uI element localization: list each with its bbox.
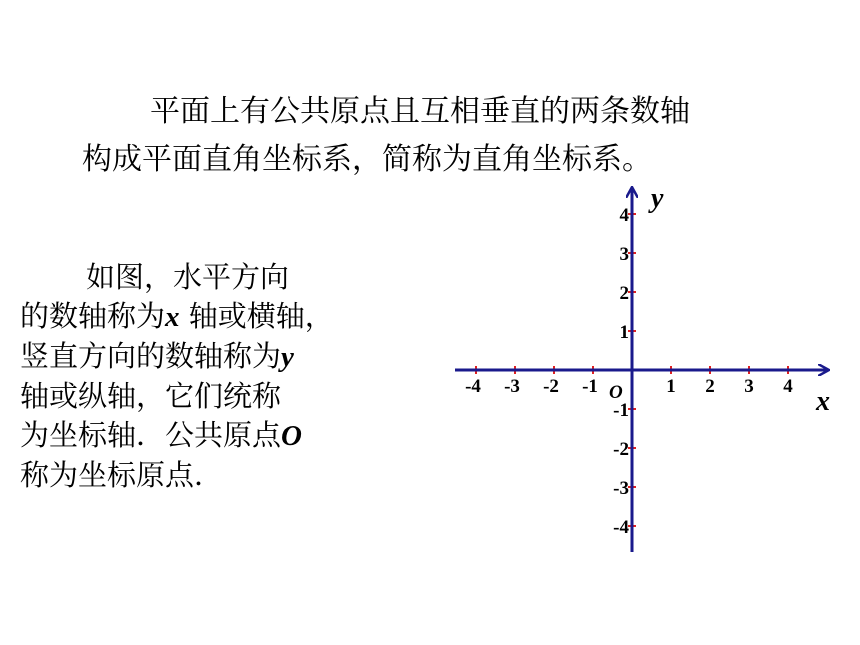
origin-label: O [609, 382, 623, 403]
desc-line-1: 如图，水平方向 [86, 260, 290, 294]
x-axis-label: x [816, 386, 830, 417]
y-tick-label: -4 [613, 517, 629, 538]
x-tick-label: -3 [504, 376, 520, 397]
x-tick-label: 2 [705, 376, 715, 397]
y-tick-label: -3 [613, 478, 629, 499]
desc-var-o: O [281, 420, 302, 452]
desc-line-5-pre: 为坐标轴．公共原点 [20, 418, 282, 452]
y-tick-label: 3 [619, 244, 629, 265]
desc-line-4: 轴或纵轴，它们统称 [20, 379, 282, 413]
x-tick-label: 4 [783, 376, 793, 397]
desc-line-6: 称为坐标原点． [20, 458, 224, 492]
y-tick-label: -2 [613, 439, 629, 460]
y-axis-label: y [651, 183, 664, 214]
x-tick-label: 3 [744, 376, 754, 397]
x-tick-label: -2 [543, 376, 559, 397]
y-tick-label: -1 [613, 400, 629, 421]
desc-var-y: y [281, 341, 294, 373]
desc-var-x: x [165, 301, 180, 333]
desc-line-2-post: 轴或横轴， [179, 299, 334, 333]
intro-line-2: 构成平面直角坐标系，简称为直角坐标系。 [82, 142, 652, 177]
desc-line-3-pre: 竖直方向的数轴称为 [20, 339, 282, 373]
intro-line-1: 平面上有公共原点且互相垂直的两条数轴 [150, 94, 690, 129]
x-tick-label: -4 [465, 376, 481, 397]
x-tick-label: -1 [582, 376, 598, 397]
desc-line-2-pre: 的数轴称为 [20, 299, 166, 333]
y-tick-label: 2 [619, 283, 629, 304]
x-tick-label: 1 [666, 376, 676, 397]
y-tick-label: 1 [619, 322, 629, 343]
y-tick-label: 4 [619, 205, 629, 226]
